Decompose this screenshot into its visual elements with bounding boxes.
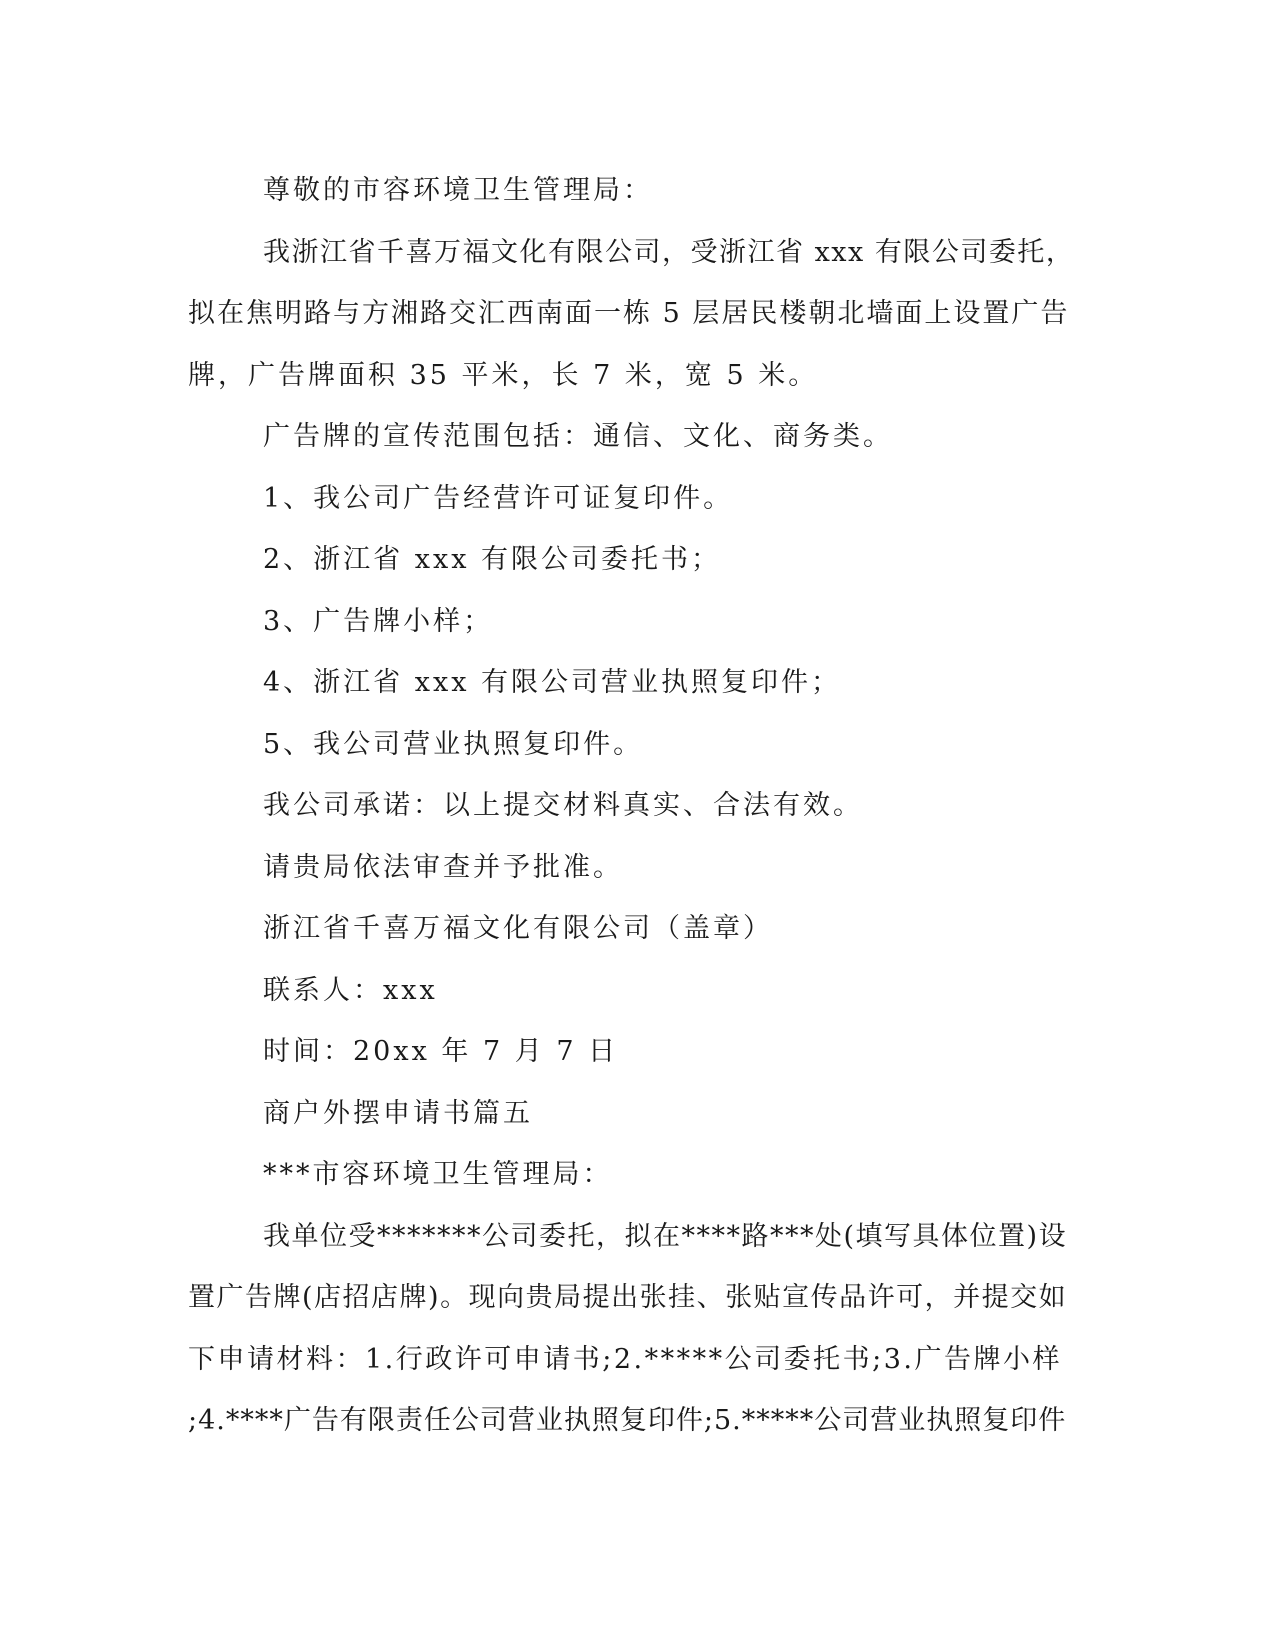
paragraph-line: 牌，广告牌面积 35 平米，长 7 米，宽 5 米。 <box>188 359 819 391</box>
paragraph-line: 广告牌的宣传范围包括：通信、文化、商务类。 <box>263 421 893 452</box>
paragraph-line: 我单位受*******公司委托，拟在****路***处(填写具体位置)设 <box>263 1220 1068 1252</box>
paragraph-line: 置广告牌(店招店牌)。现向贵局提出张挂、张贴宣传品许可，并提交如 <box>188 1282 1068 1313</box>
section-heading: 商户外摆申请书篇五 <box>263 1097 533 1129</box>
paragraph-line: 拟在焦明路与方湘路交汇西南面一栋 5 层居民楼朝北墙面上设置广告 <box>188 298 1070 329</box>
list-item: 4、浙江省 xxx 有限公司营业执照复印件； <box>263 667 842 698</box>
paragraph-line: 我公司承诺：以上提交材料真实、合法有效。 <box>263 790 863 821</box>
paragraph-line: ;4.****广告有限责任公司营业执照复印件;5.*****公司营业执照复印件 <box>188 1405 1067 1436</box>
salutation: ***市容环境卫生管理局： <box>263 1159 613 1190</box>
list-item: 1、我公司广告经营许可证复印件。 <box>263 482 734 514</box>
salutation: 尊敬的市容环境卫生管理局： <box>263 175 653 206</box>
list-item: 5、我公司营业执照复印件。 <box>263 728 644 760</box>
paragraph-line: 我浙江省千喜万福文化有限公司，受浙江省 xxx 有限公司委托， <box>263 236 1075 268</box>
paragraph-line: 请贵局依法审查并予批准。 <box>263 851 623 883</box>
list-item: 2、浙江省 xxx 有限公司委托书； <box>263 544 722 575</box>
list-item: 3、广告牌小样； <box>263 605 494 637</box>
date-line: 时间：20xx 年 7 月 7 日 <box>263 1036 619 1067</box>
paragraph-line: 下申请材料：1.行政许可申请书;2.*****公司委托书;3.广告牌小样 <box>188 1343 1062 1375</box>
signature-company: 浙江省千喜万福文化有限公司（盖章） <box>263 913 773 944</box>
contact-person: 联系人：xxx <box>263 974 438 1006</box>
document-body <box>188 160 1078 1452</box>
